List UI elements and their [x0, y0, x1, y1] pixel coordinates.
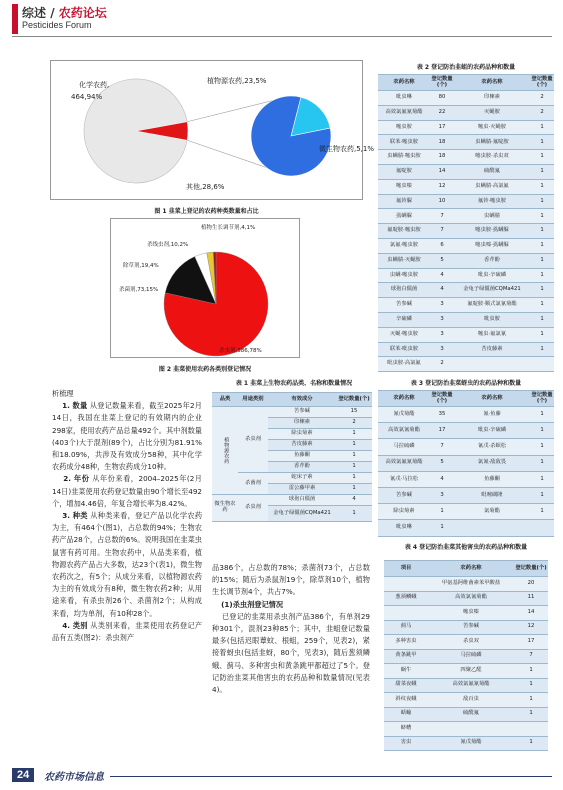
label-herbicide: 除草剂,19,4% — [123, 263, 159, 269]
table4-header-2: 登记数量(个) — [514, 561, 548, 577]
table-cell: 1 — [530, 298, 554, 313]
paragraph-insecticide-text: 已登记的韭菜用杀虫剂产品386个，有单剂29种301个，混剂23种85个；其中，韭蛆登记数量最多(包括迟眼蕈蚊、根蛆，259个，见表2)，紧接着蚜虫(包括韭蚜，80个，见表3)，随后葱须鳞蛾、蓟马、多种害虫和黄条跳甲都超过了5个。登记防治韭菜其他害虫的农药品种和数量情况(见表4)。 — [212, 611, 371, 695]
table-3-title: 表 3 登记防治韭菜蚜虫的农药品种和数量 — [410, 380, 522, 387]
table-cell: 吡虫胺 — [454, 312, 530, 327]
table-4 — [384, 560, 548, 751]
table-row: 金龟子绿僵菌CQMa421 — [268, 506, 336, 522]
paragraph-category — [52, 620, 202, 644]
figure-2-pie-chart — [111, 219, 301, 359]
table-cell: 1 — [530, 423, 554, 439]
table-cell: 斜纹夜蛾 — [384, 693, 428, 708]
table-cell: 蓟马 — [384, 620, 428, 635]
table-cell: 12 — [430, 179, 454, 194]
table-cell: 害虫 — [384, 736, 428, 751]
table-cell: 2 — [530, 91, 554, 106]
table-cell: 灭蝇胺 — [454, 105, 530, 120]
table-cell-count: 1 — [336, 473, 372, 484]
table-1-title: 表 1 韭菜上生物农药品类、名称和数量情况 — [235, 380, 353, 387]
table-cell — [530, 520, 554, 536]
table-1-use-insect-micro: 杀虫剂 — [238, 495, 268, 522]
table-cell: 吡虫胺·高氯氟 — [378, 357, 430, 372]
table-row — [378, 194, 554, 209]
table-cell: 1 — [514, 664, 548, 679]
table-cell: 5 — [430, 253, 454, 268]
table-cell: 7 — [430, 209, 454, 224]
table-cell: 7 — [430, 224, 454, 239]
table-cell: 1 — [530, 179, 554, 194]
figure-1-pie-chart — [51, 61, 375, 201]
table-cell: 氰戊菊酯 — [378, 407, 430, 423]
paragraph-quantity — [52, 400, 202, 473]
paragraph-type-text: 从种类来看，登记产品以化学农药为主，有464个(图1)，占总数的94%；生物农药产品28个，占总数的6%。说明我国在韭菜虫鼠害有药可用。生物农药中，从品类来看，植物源农药产品占大多数，达23个(表1)，微生物农药次之，有5个；从成分来看，以植物源农药为主的有效成分有8种，微生物农药2种；从用途来看，有杀虫剂26个、杀菌剂2个；从构成来看，均为单剂，有10种28个。 — [52, 511, 203, 618]
heading-category: 4. 类别 — [62, 620, 88, 630]
table-cell: 1 — [530, 283, 554, 298]
table-cell: 球孢白僵菌 — [378, 283, 430, 298]
table-cell: 马拉硫磷 — [378, 439, 430, 455]
table-cell: 氰戊·马拉松 — [378, 471, 430, 487]
table-cell: 1 — [430, 504, 454, 520]
table-row: 雷公藤甲素 — [268, 484, 336, 495]
table-1-header-use: 用途类别 — [238, 393, 268, 407]
table-cell: 1 — [530, 135, 554, 150]
heading-type: 3. 种类 — [62, 511, 88, 521]
table-cell — [514, 722, 548, 737]
table-cell: 苦皮藤素 — [454, 342, 530, 357]
table-cell: 3 — [430, 312, 454, 327]
table-cell: 1 — [530, 164, 554, 179]
table-cell-count: 1 — [336, 462, 372, 473]
table-row — [384, 693, 548, 708]
table2-header-3: 登记数量(个) — [530, 75, 554, 91]
table-cell: 17 — [430, 423, 454, 439]
table-2 — [378, 74, 554, 372]
table-cell: 3 — [430, 298, 454, 313]
table-cell: 香芹酚 — [454, 253, 530, 268]
body-text-middle — [212, 562, 370, 696]
table-cell: 氟铃脲 — [378, 194, 430, 209]
paragraph-category-text: 从类别来看，韭菜使用农药登记产品有五类(图2)：杀虫剂产 — [52, 620, 203, 643]
table-row — [378, 91, 554, 106]
figure-1-frame — [50, 60, 375, 200]
table-row — [384, 736, 548, 751]
table-cell: 鱼藤酮 — [454, 471, 530, 487]
table-cell: 虫螨腈·氟啶胺 — [454, 135, 530, 150]
table-cell: 噻虫嗪 — [428, 606, 514, 621]
table-1-category-plant: 植物源农药 — [212, 407, 238, 495]
table-cell: 高效氯氰菊酯 — [428, 591, 514, 606]
table-cell: 10 — [430, 194, 454, 209]
table-cell: 1 — [514, 736, 548, 751]
table-cell: 高效氯氟氰菊酯 — [378, 105, 430, 120]
table-cell: 3 — [430, 342, 454, 357]
label-other: 其他,28,6% — [186, 183, 225, 191]
table-cell: 11 — [514, 591, 548, 606]
table-cell: 硫酰氟 — [454, 164, 530, 179]
table-cell: 1 — [530, 194, 554, 209]
header-rule — [12, 36, 552, 37]
table-cell: 14 — [430, 164, 454, 179]
table-cell: 高效氯氟氰菊酯 — [378, 455, 430, 471]
table-cell: 20 — [514, 577, 548, 592]
table-cell: 2 — [430, 357, 454, 372]
table-cell: 虫螨腈·灭蝇胺 — [378, 253, 430, 268]
table-cell: 2 — [530, 105, 554, 120]
table2-header-0: 农药名称 — [378, 75, 430, 91]
table-cell: 蛴螬 — [384, 722, 428, 737]
table-cell: 1 — [530, 342, 554, 357]
table-cell: 1 — [530, 407, 554, 423]
table-cell: 氯菊酯 — [454, 504, 530, 520]
table-cell: 蛞蝓 — [384, 707, 428, 722]
table-cell-count: 1 — [336, 484, 372, 495]
table-cell: 苦参碱 — [428, 620, 514, 635]
section-subtitle: Pesticides Forum — [22, 20, 92, 30]
table-row — [384, 664, 548, 679]
table-cell: 氟啶胺·顺式氯氰菊酯 — [454, 298, 530, 313]
magazine-name: 农药市场信息 — [44, 772, 104, 783]
table-cell: 敌百虫 — [428, 693, 514, 708]
table-4-title: 表 4 登记防治韭菜其他害虫的农药品种和数量 — [404, 544, 528, 551]
label-pgr: 植物生长调节剂,4,1% — [201, 225, 256, 231]
table-row: 印楝素 — [268, 418, 336, 429]
table-cell: 除虫菊素 — [378, 504, 430, 520]
table-row — [378, 342, 554, 357]
table-cell: 1 — [514, 693, 548, 708]
table-cell-count: 1 — [336, 506, 372, 522]
table-cell: 氟啶胺·噻虫胺 — [378, 224, 430, 239]
table-cell: 1 — [530, 268, 554, 283]
table-cell: 虫螨腈·高氯氟 — [454, 179, 530, 194]
table-cell: 氟铃·噻虫胺 — [454, 194, 530, 209]
paragraph-insecticide — [212, 599, 370, 611]
table-row — [384, 635, 548, 650]
table-cell: 氰戊·杀螟松 — [454, 439, 530, 455]
table-cell: 18 — [430, 135, 454, 150]
table-cell-count: 15 — [336, 407, 372, 418]
table-cell: 1 — [530, 209, 554, 224]
table-cell: 1 — [514, 678, 548, 693]
table-cell: 1 — [530, 455, 554, 471]
table-1 — [212, 392, 372, 522]
table2-header-1: 登记数量(个) — [430, 75, 454, 91]
table-cell: 1 — [530, 150, 554, 165]
figure-2-caption: 图 2 韭菜使用农药各类别登记情况 — [158, 366, 252, 373]
table-row — [378, 209, 554, 224]
table-row — [378, 298, 554, 313]
table-row: 球孢白僵菌 — [268, 495, 336, 506]
table-row — [378, 504, 554, 520]
table-2-title: 表 2 登记防治韭蛆的农药品种和数量 — [416, 64, 516, 71]
table-cell: 吡虫啉 — [378, 91, 430, 106]
table-row — [378, 423, 554, 439]
table-row — [378, 105, 554, 120]
table-row — [378, 224, 554, 239]
table-row — [378, 471, 554, 487]
section-separator: / — [50, 6, 55, 20]
table-cell: 吡嘧磺隆 — [454, 487, 530, 503]
body-text-left — [52, 388, 202, 644]
table-cell: 吡虫啉 — [378, 520, 430, 536]
table-cell: 高效氯氟氰菊酯 — [428, 678, 514, 693]
heading-insecticide: (1)杀虫剂登记情况 — [221, 599, 284, 609]
table-cell: 高效氯氰菊酯 — [378, 423, 430, 439]
page-number: 24 — [12, 768, 34, 782]
table-row — [378, 268, 554, 283]
table-cell-count: 4 — [336, 495, 372, 506]
table-cell: 四聚乙醛 — [428, 664, 514, 679]
table-row — [378, 179, 554, 194]
table-row — [384, 722, 548, 737]
figure-2-frame — [110, 218, 300, 358]
label-chemical: 化学农药, — [79, 81, 110, 89]
table-cell: 5 — [430, 455, 454, 471]
table-row — [378, 407, 554, 423]
table-row — [384, 649, 548, 664]
table-row — [384, 707, 548, 722]
table-cell: 1 — [530, 312, 554, 327]
table-1-use-insect: 杀虫剂 — [238, 407, 268, 473]
table-row — [378, 312, 554, 327]
table-cell: 18 — [430, 150, 454, 165]
table-cell: 灭蝇·噻虫胺 — [378, 327, 430, 342]
table-cell: 35 — [430, 407, 454, 423]
table-cell: 辛硫磷 — [378, 312, 430, 327]
table-row — [378, 487, 554, 503]
table-cell: 联苯·吡虫胺 — [378, 342, 430, 357]
table3-header-2: 农药名称 — [454, 391, 530, 407]
table-row: 蛇床子素 — [268, 473, 336, 484]
table-row — [378, 439, 554, 455]
table-cell: 氟啶胺 — [378, 164, 430, 179]
table-1-header-ingredient: 有效成分 — [268, 393, 336, 407]
table-cell: 氰戊菊酯 — [428, 736, 514, 751]
table-row — [384, 620, 548, 635]
table-cell: 4 — [430, 268, 454, 283]
table-cell: 17 — [514, 635, 548, 650]
table-row — [384, 606, 548, 621]
label-plant: 植物源农药,23,5% — [207, 77, 267, 85]
table-cell: 1 — [530, 504, 554, 520]
section-title — [22, 4, 107, 21]
table-row: 香芹酚 — [268, 462, 336, 473]
table-row: 除虫菊素 — [268, 429, 336, 440]
paragraph-year-text: 从年份来看，2004–2025年(2月14日)韭菜使用农药登记数量由90个增长至492个，增加4.46倍，年复合增长率为8.42%。 — [52, 474, 202, 508]
paragraph-type — [52, 510, 202, 620]
table-cell — [384, 606, 428, 621]
paragraph-quantity-text: 从登记数量来看，截至2025年2月14日，我国在韭菜上登记的有效期内的企业298家，使用农药产品总量492个。其中剂数量(403个)大于混剂(89个)，占比分别为81.91%和18.09%，共涉及有效成分58种，其中化学农药成分48种，生物农药成分10种。 — [52, 401, 202, 472]
table-cell: 噻虫嗪 — [378, 179, 430, 194]
table-cell: 3 — [430, 487, 454, 503]
table-row — [378, 520, 554, 536]
table-cell: 氰·鱼藤 — [454, 407, 530, 423]
table-cell: 4 — [430, 283, 454, 298]
table-cell: 吡虫·辛硫磷 — [454, 268, 530, 283]
table-row — [378, 327, 554, 342]
table-cell-count: 1 — [336, 429, 372, 440]
label-insecticide: 杀虫剂,386,78% — [219, 348, 262, 354]
table-cell: 1 — [530, 253, 554, 268]
table-row — [378, 357, 554, 372]
table-cell — [384, 577, 428, 592]
table-cell: 氯氰·敌敌畏 — [454, 455, 530, 471]
table-row — [378, 135, 554, 150]
table-cell-count: 1 — [336, 440, 372, 451]
table-cell: 甲氨基阿维菌素苯甲酸盐 — [428, 577, 514, 592]
table-cell: 1 — [514, 707, 548, 722]
table-cell: 噻虫胺·杀虫双 — [454, 150, 530, 165]
heading-year: 2. 年份 — [63, 474, 90, 484]
heading-quantity: 1. 数量 — [62, 401, 88, 411]
table-cell-count: 2 — [336, 418, 372, 429]
table-cell: 14 — [514, 606, 548, 621]
table-row — [378, 238, 554, 253]
table-cell: 金龟子绿僵菌CQMa421 — [454, 283, 530, 298]
table-cell: 吡虫·辛硫磷 — [454, 423, 530, 439]
table-cell: 甜菜夜蛾 — [384, 678, 428, 693]
table-cell — [530, 357, 554, 372]
table-cell: 1 — [530, 224, 554, 239]
table-cell — [428, 722, 514, 737]
table-row — [378, 253, 554, 268]
table-row: 苦皮藤素 — [268, 440, 336, 451]
table-cell: 噻虫胺·虱螨脲 — [454, 224, 530, 239]
table-cell: 马拉硫磷 — [428, 649, 514, 664]
section-label: 综述 — [22, 6, 47, 20]
table-cell: 1 — [530, 120, 554, 135]
table-cell: 蜗牛 — [384, 664, 428, 679]
page-header — [0, 0, 563, 38]
table-cell: 虫螨·噻虫胺 — [378, 268, 430, 283]
table-cell: 多种害虫 — [384, 635, 428, 650]
table-cell: 印楝素 — [454, 91, 530, 106]
table-cell: 噻虫嗪·虱螨脲 — [454, 238, 530, 253]
table-1-header-count: 登记数量(个) — [336, 393, 372, 407]
label-fungicide: 杀菌剂,73,15% — [119, 287, 159, 293]
paragraph-year — [52, 473, 202, 510]
table-1-category-micro: 微生物农药 — [212, 495, 238, 522]
table-cell-count: 1 — [336, 451, 372, 462]
table-cell: 7 — [514, 649, 548, 664]
table-cell: 噻虫·氟氯氰 — [454, 327, 530, 342]
table-cell: 4 — [430, 471, 454, 487]
table-cell: 噻虫·灭蝇胺 — [454, 120, 530, 135]
table-row — [378, 455, 554, 471]
table2-header-2: 农药名称 — [454, 75, 530, 91]
header-accent-bar — [12, 4, 18, 34]
table3-header-1: 登记数量(个) — [430, 391, 454, 407]
table-row: 苦参碱 — [268, 407, 336, 418]
table-1-use-fungi: 杀菌剂 — [238, 473, 268, 495]
figure-1-caption: 图 1 韭菜上登记的农药种类数量和占比 — [154, 208, 259, 215]
table-cell: 1 — [530, 439, 554, 455]
table-cell: 硫酰氟 — [428, 707, 514, 722]
table-3 — [378, 390, 554, 537]
table-cell: 联苯·噻虫胺 — [378, 135, 430, 150]
table-row — [378, 283, 554, 298]
table-cell: 17 — [430, 120, 454, 135]
table-cell: 黄条跳甲 — [384, 649, 428, 664]
table-cell — [454, 520, 530, 536]
table-cell: 噻虫胺 — [378, 120, 430, 135]
table-cell: 6 — [430, 238, 454, 253]
label-chemical-values: 464,94% — [71, 93, 103, 101]
label-micro: 微生物农药,5,1% — [319, 145, 375, 153]
table-cell: 虫螨腈·噻虫胺 — [378, 150, 430, 165]
table-cell: 虫螨腈 — [454, 209, 530, 224]
table-row — [384, 577, 548, 592]
table-cell: 虱螨脲 — [378, 209, 430, 224]
table4-header-1: 农药名称 — [428, 561, 514, 577]
table3-header-0: 农药名称 — [378, 391, 430, 407]
table-cell: 1 — [430, 520, 454, 536]
paragraph-lead: 析梳理 — [52, 389, 74, 398]
table-cell: 1 — [530, 327, 554, 342]
table-cell: 3 — [430, 327, 454, 342]
table-cell: 葱须鳞蛾 — [384, 591, 428, 606]
footer-rule — [110, 776, 552, 777]
table-row — [378, 120, 554, 135]
label-nematicide: 杀线虫剂,10,2% — [147, 242, 189, 248]
table-cell: 苦参碱 — [378, 298, 430, 313]
table-cell — [454, 357, 530, 372]
table-cell: 12 — [514, 620, 548, 635]
table-cell: 氯氟·噻虫胺 — [378, 238, 430, 253]
section-name: 农药论坛 — [58, 6, 107, 20]
table-cell: 22 — [430, 105, 454, 120]
table-row — [378, 164, 554, 179]
table-cell: 80 — [430, 91, 454, 106]
table-cell: 7 — [430, 439, 454, 455]
paragraph-continued: 品386个，占总数的78%；杀菌剂73个，占总数的15%；随后为杀鼠剂19个，除草剂10个，植物生长调节剂4个，共占7%。 — [212, 563, 370, 597]
table-cell: 杀虫双 — [428, 635, 514, 650]
table-1-header-category: 品类 — [212, 393, 238, 407]
table-row — [384, 591, 548, 606]
table-row — [384, 678, 548, 693]
table-cell: 1 — [530, 238, 554, 253]
table-cell: 1 — [530, 471, 554, 487]
table-cell: 苦参碱 — [378, 487, 430, 503]
table3-header-3: 登记数量(个) — [530, 391, 554, 407]
table-row: 鱼藤酮 — [268, 451, 336, 462]
table-cell: 1 — [530, 487, 554, 503]
table4-header-0: 项目 — [384, 561, 428, 577]
paragraph-insecticide-body — [212, 611, 370, 696]
table-row — [378, 150, 554, 165]
